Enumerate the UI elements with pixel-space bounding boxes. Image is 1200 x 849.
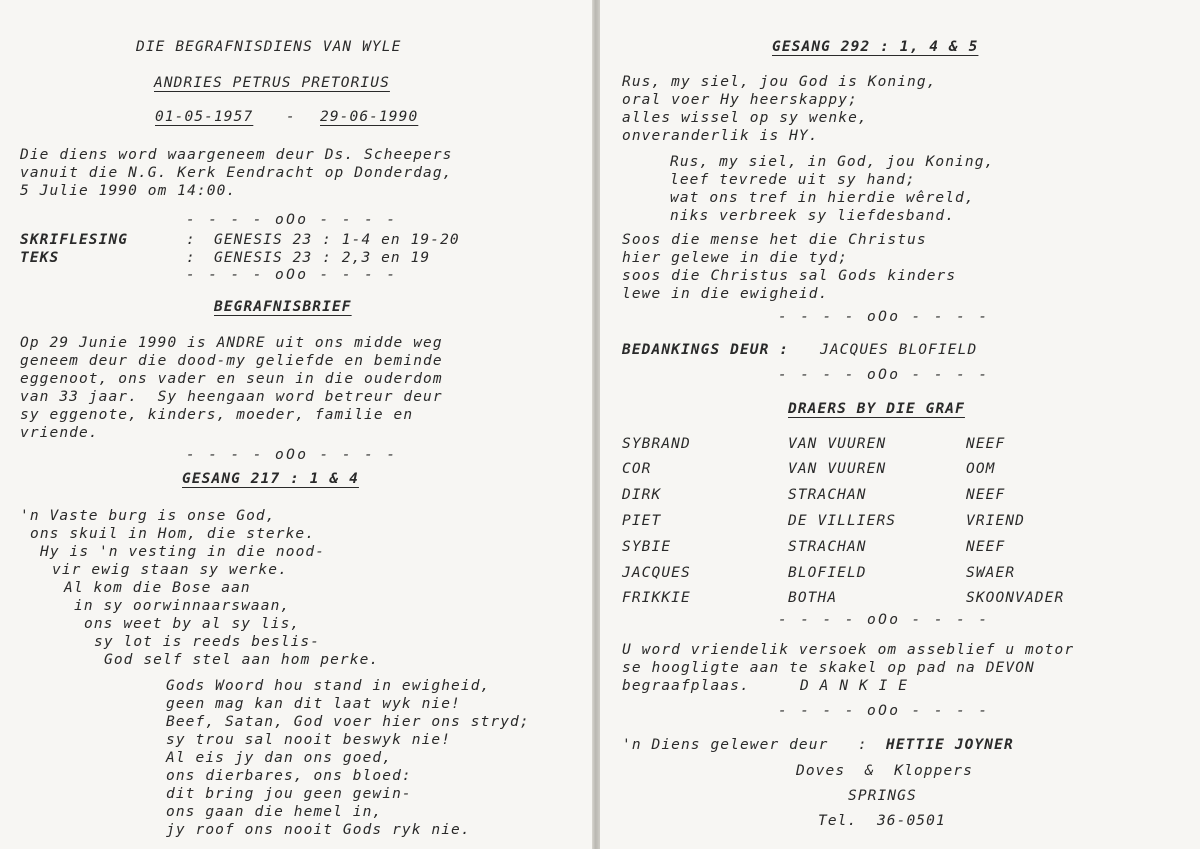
dankie: D A N K I E	[800, 678, 909, 694]
hymn-292-title: GESANG 292 : 1, 4 & 5	[772, 39, 979, 55]
hymn-line: dit bring jou geen gewin-	[166, 786, 412, 802]
deceased-name: ANDRIES PETRUS PRETORIUS	[154, 75, 390, 91]
bearer-relation: OOM	[966, 461, 996, 477]
hymn-217-title: GESANG 217 : 1 & 4	[182, 471, 359, 487]
bearer-first-name: DIRK	[622, 487, 662, 503]
letter-line: eggenoot, ons vader en seun in die ouderdom	[20, 371, 443, 387]
hymn-line: niks verbreek sy liefdesband.	[670, 208, 956, 224]
bearer-relation: NEEF	[966, 539, 1006, 555]
hymn-line: sy trou sal nooit beswyk nie!	[166, 732, 452, 748]
service-line: 5 Julie 1990 om 14:00.	[20, 183, 237, 199]
hymn-line: Soos die mense het die Christus	[622, 232, 927, 248]
hymn-line: ons weet by al sy lis,	[84, 616, 301, 632]
death-date: 29-06-1990	[320, 109, 419, 125]
undertaker-phone: Tel. 36-0501	[818, 813, 946, 829]
undertaker-company: Doves & Kloppers	[796, 763, 973, 779]
bearer-first-name: SYBIE	[622, 539, 672, 555]
text-colon: :	[186, 250, 196, 266]
bearer-last-name: VAN VUUREN	[788, 436, 887, 452]
hymn-line: wat ons tref in hierdie wêreld,	[670, 190, 975, 206]
bearer-relation: SWAER	[966, 565, 1016, 581]
bearer-first-name: JACQUES	[622, 565, 691, 581]
hymn-line: leef tevrede uit sy hand;	[670, 172, 916, 188]
hymn-line: Gods Woord hou stand in ewigheid,	[166, 678, 491, 694]
hymn-line: lewe in die ewigheid.	[622, 286, 829, 302]
bearer-first-name: SYBRAND	[622, 436, 691, 452]
bearer-last-name: VAN VUUREN	[788, 461, 887, 477]
separator: - - - - oOo - - - -	[186, 447, 398, 463]
bearer-relation: NEEF	[966, 436, 1006, 452]
hymn-line: God self stel aan hom perke.	[104, 652, 380, 668]
hymn-line: onveranderlik is HY.	[622, 128, 819, 144]
thanks-name: JACQUES BLOFIELD	[820, 342, 978, 358]
bearer-relation: VRIEND	[966, 513, 1025, 529]
separator: - - - - oOo - - - -	[778, 309, 990, 325]
request-line: begraafplaas.	[622, 678, 750, 694]
hymn-line: in sy oorwinnaarswaan,	[74, 598, 291, 614]
bearers-title: DRAERS BY DIE GRAF	[788, 401, 965, 417]
letter-line: Op 29 Junie 1990 is ANDRE uit ons midde weg	[20, 335, 443, 351]
letter-line: vriende.	[20, 425, 99, 441]
letter-line: sy eggenote, kinders, moeder, familie en	[20, 407, 414, 423]
hymn-line: ons gaan die hemel in,	[166, 804, 383, 820]
separator: - - - - oOo - - - -	[186, 212, 398, 228]
letter-line: geneem deur die dood-my geliefde en beminde	[20, 353, 443, 369]
request-line: U word vriendelik versoek om asseblief u motor	[622, 642, 1075, 658]
bearer-last-name: DE VILLIERS	[788, 513, 897, 529]
hymn-line: alles wissel op sy wenke,	[622, 110, 868, 126]
letter-line: van 33 jaar. Sy heengaan word betreur deur	[20, 389, 443, 405]
bearer-relation: SKOONVADER	[966, 590, 1065, 606]
hymn-line: Al eis jy dan ons goed,	[166, 750, 393, 766]
reading-colon: :	[186, 232, 196, 248]
undertaker-city: SPRINGS	[848, 788, 917, 804]
text-label: TEKS	[20, 250, 60, 266]
hymn-line: jy roof ons nooit Gods ryk nie.	[166, 822, 471, 838]
right-page	[600, 0, 1200, 849]
birth-date: 01-05-1957	[155, 109, 254, 125]
hymn-line: ons skuil in Hom, die sterke.	[30, 526, 316, 542]
bearer-relation: NEEF	[966, 487, 1006, 503]
service-line: vanuit die N.G. Kerk Eendracht op Donderdag,	[20, 165, 453, 181]
reading-value: GENESIS 23 : 1-4 en 19-20	[214, 232, 460, 248]
hymn-line: soos die Christus sal Gods kinders	[622, 268, 957, 284]
bearer-first-name: COR	[622, 461, 652, 477]
served-name: HETTIE JOYNER	[886, 737, 1014, 753]
hymn-line: Beef, Satan, God voer hier ons stryd;	[166, 714, 530, 730]
hymn-line: vir ewig staan sy werke.	[52, 562, 288, 578]
bearer-first-name: FRIKKIE	[622, 590, 691, 606]
hymn-line: Rus, my siel, in God, jou Koning,	[670, 154, 995, 170]
request-line: se hoogligte aan te skakel op pad na DEVON	[622, 660, 1035, 676]
bearer-last-name: STRACHAN	[788, 487, 867, 503]
page-fold	[592, 0, 600, 849]
hymn-line: Hy is 'n vesting in die nood-	[40, 544, 326, 560]
hymn-line: Rus, my siel, jou God is Koning,	[622, 74, 937, 90]
separator: - - - - oOo - - - -	[778, 703, 990, 719]
letter-title: BEGRAFNISBRIEF	[214, 299, 352, 315]
bearer-last-name: BOTHA	[788, 590, 838, 606]
bearer-last-name: STRACHAN	[788, 539, 867, 555]
service-heading: DIE BEGRAFNISDIENS VAN WYLE	[136, 39, 402, 55]
reading-label: SKRIFLESING	[20, 232, 129, 248]
separator: - - - - oOo - - - -	[778, 367, 990, 383]
bearer-last-name: BLOFIELD	[788, 565, 867, 581]
date-dash: -	[286, 109, 296, 125]
text-value: GENESIS 23 : 2,3 en 19	[214, 250, 431, 266]
bearer-first-name: PIET	[622, 513, 662, 529]
separator: - - - - oOo - - - -	[186, 267, 398, 283]
hymn-line: Al kom die Bose aan	[64, 580, 251, 596]
hymn-line: oral voer Hy heerskappy;	[622, 92, 858, 108]
served-label: 'n Diens gelewer deur :	[622, 737, 868, 753]
separator: - - - - oOo - - - -	[778, 612, 990, 628]
hymn-line: sy lot is reeds beslis-	[94, 634, 321, 650]
hymn-line: 'n Vaste burg is onse God,	[20, 508, 276, 524]
hymn-line: geen mag kan dit laat wyk nie!	[166, 696, 461, 712]
left-page	[0, 0, 592, 849]
hymn-line: ons dierbares, ons bloed:	[166, 768, 412, 784]
service-line: Die diens word waargeneem deur Ds. Scheepers	[20, 147, 453, 163]
hymn-line: hier gelewe in die tyd;	[622, 250, 849, 266]
thanks-label: BEDANKINGS DEUR :	[622, 342, 790, 358]
